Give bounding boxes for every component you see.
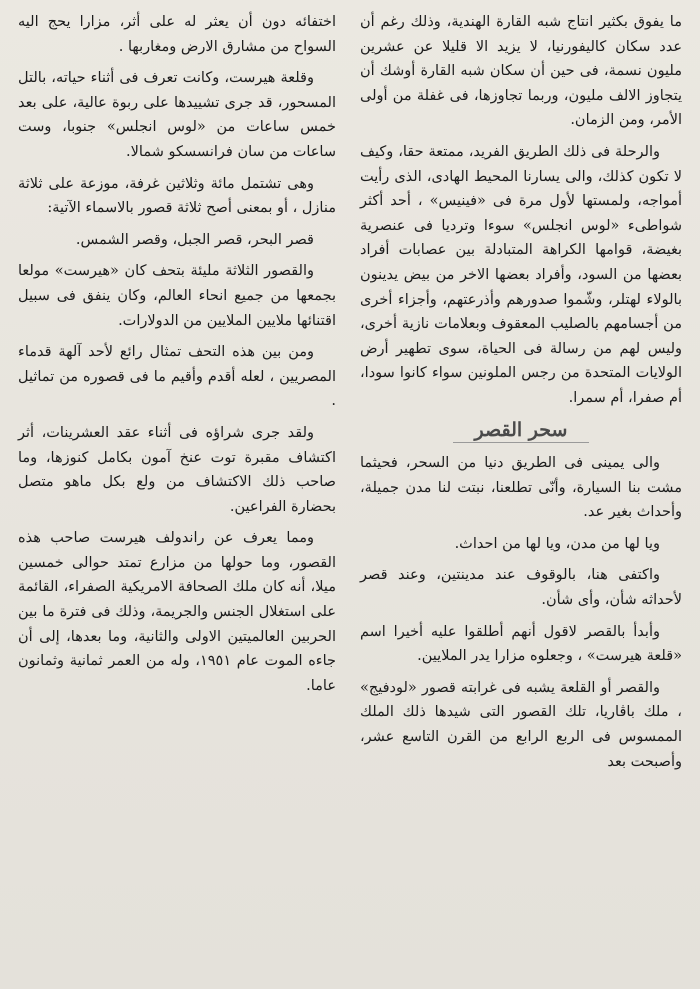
left-column bbox=[18, 10, 336, 705]
paragraph: ويا لها من مدن، ويا لها من احداث. bbox=[454, 535, 660, 552]
paragraph: وهى تشتمل مائة وثلاثين غرفة، موزعة على ثلاثة منازل ، أو بمعنى أصح ثلاثة قصور بالاسماء الآتية: bbox=[18, 175, 336, 217]
paragraph: ومما يعرف عن راندولف هيرست صاحب هذه القصور، وما حولها من مزارع تمتد حوالى خمسين ميلا، أنه كان ملك الصحافة الامريكية الصفراء، القائمة على استغلال الجنس والجريمة، وذلك فى فترة ما بين الحربين العالميتين الاولى والثانية، وما بعدها، إلى أن جاءه الموت عام ١٩٥١، وله من العمر ثمانية وثمانون عاما. bbox=[18, 530, 336, 694]
paragraph: وأبدأ بالقصر لاقول أنهم أطلقوا عليه أخيرا اسم «قلعة هيرست» ، وجعلوه مزارا يدر الملايين. bbox=[360, 623, 682, 665]
paragraph: والى يمينى فى الطريق دنيا من السحر، فحيثما مشت بنا السيارة، وأنّى تطلعنا، نبتت لنا مدن جميلة، وأحداث بغير عد. bbox=[360, 455, 682, 521]
paragraph: قصر البحر، قصر الجبل، وقصر الشمس. bbox=[75, 231, 314, 248]
paragraph: والقصر أو القلعة يشبه فى غرابته قصور «لودفيج» ، ملك باڤاريا، تلك القصور التى شيدها ذلك الملك الممسوس فى الربع الرابع من القرن التاسع عشر، وأصبحت بعد bbox=[360, 679, 682, 770]
paragraph: وقلعة هيرست، وكانت تعرف فى أثناء حياته، بالتل المسحور، قد جرى تشييدها على ربوة عالية، على بعد خمس ساعات من «لوس انجلس» جنوبا، وست ساعات من سان فرانسسكو شمالا. bbox=[18, 70, 336, 160]
section-heading bbox=[360, 418, 682, 444]
right-column bbox=[360, 10, 682, 781]
paragraph: والرحلة فى ذلك الطريق الفريد، ممتعة حقا، وكيف لا تكون كذلك، والى يسارنا المحيط الهادى، الذى رأيت أمواجه، ولمستها لأول مرة فى «فينيس» ، أحد أكثر شواطىء «لوس انجلس» سوءا وترديا فى عنصرية بغيضة، قوامها الكراهة المتبادلة بين عصابات أفراد بعضها من السود، وأفراد بعضها الاخر من بيض يدينون بالولاء لهتلر، وشّموا صدورهم وأذرعتهم، وأجزاء أخرى من أجسامهم بالصليب المعقوف وبعلامات نازية أخرى، وليس لهم من رسالة فى الحياة، سوى تطهير أرض الولايات المتحدة من رجس الملونين سواء كانوا سودا، أم صفرا، أم سمرا. bbox=[360, 143, 682, 406]
paragraph: ولقد جرى شراؤه فى أثناء عقد العشرينات، أثر اكتشاف مقبرة توت عنخ آمون بكامل كنوزها، وما صاحب ذلك الاكتشاف من ولع بكل ماهو متصل بحضارة الفراعين. bbox=[18, 424, 336, 515]
paragraph: والقصور الثلاثة مليئة بتحف كان «هيرست» مولعا بجمعها من جميع انحاء العالم، وكان ينفق فى سبيل اقتنائها ملايين الملايين من الدولارات. bbox=[18, 263, 336, 329]
paragraph: واكتفى هنا، بالوقوف عند مدينتين، وعند قصر لأحداثه شأن، وأى شأن. bbox=[360, 567, 682, 609]
paragraph: ما يفوق بكثير انتاج شبه القارة الهندية، وذلك رغم أن عدد سكان كاليفورنيا، لا يزيد الا قليلا عن عشرين مليون نسمة، فى حين أن سكان شبه القارة أوشك أن يتجاوز الالف مليون، وربما تجاوزها، فى غفلة من أولى الأمر، ومن الزمان. bbox=[360, 14, 682, 129]
paragraph: ومن بين هذه التحف تمثال رائع لأحد آلهة قدماء المصريين ، لعله أقدم وأقيم ما فى قصوره من تماثيل . bbox=[18, 344, 336, 410]
paragraph: اختفائه دون أن يعثر له على أثر، مزارا يحج اليه السواح من مشارق الارض ومغاربها . bbox=[18, 14, 336, 55]
section-heading-text: سحر القصر bbox=[453, 418, 590, 444]
